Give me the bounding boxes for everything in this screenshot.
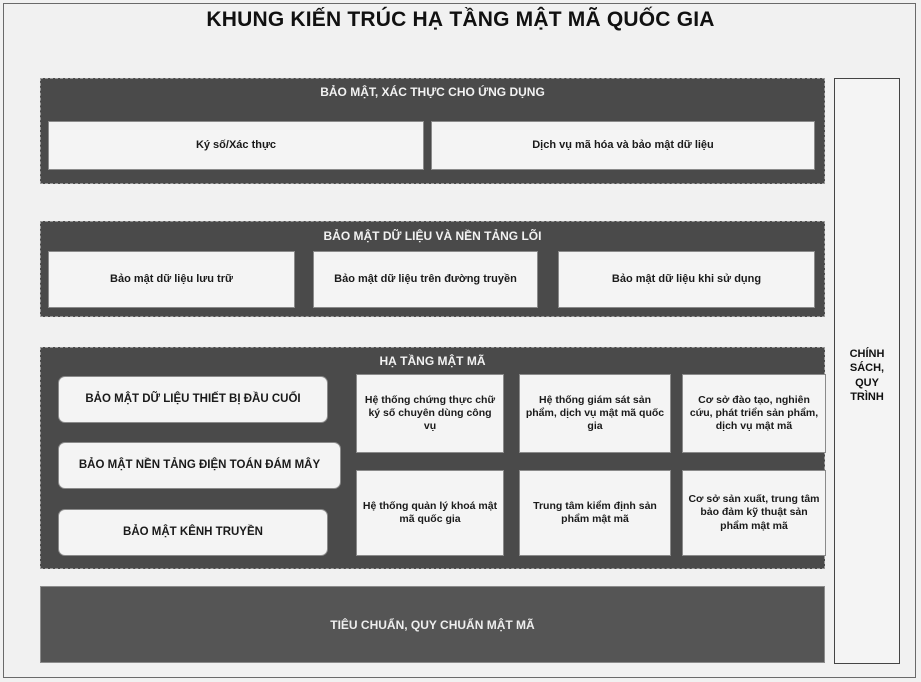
layer-app-security-title: BẢO MẬT, XÁC THỰC CHO ỨNG DỤNG [320, 85, 545, 99]
box-cert-authority: Hệ thống chứng thực chữ ký số chuyên dùng công vụ [356, 374, 504, 453]
box-testing-center: Trung tâm kiểm định sản phẩm mật mã [519, 470, 671, 556]
box-digital-signature: Ký số/Xác thực [48, 121, 424, 170]
box-cloud-security: BẢO MẬT NỀN TẢNG ĐIỆN TOÁN ĐÁM MÂY [58, 442, 341, 489]
layer-data-security [40, 221, 825, 317]
layer-standards: TIÊU CHUẨN, QUY CHUẨN MẬT MÃ [40, 586, 825, 663]
side-panel-label: CHÍNH SÁCH, QUY TRÌNH [849, 348, 885, 403]
box-monitoring-system: Hệ thống giám sát sản phẩm, dịch vụ mật mã quốc gia [519, 374, 671, 453]
box-key-management: Hệ thống quản lý khoá mật mã quốc gia [356, 470, 504, 556]
box-endpoint-security: BẢO MẬT DỮ LIỆU THIẾT BỊ ĐẦU CUỐI [58, 376, 328, 423]
layer-crypto-infra-title: HẠ TẦNG MẬT MÃ [379, 354, 486, 368]
box-production-facility: Cơ sở sản xuất, trung tâm bảo đảm kỹ thuật sản phẩm mật mã [682, 470, 826, 556]
side-panel-policy [834, 78, 900, 664]
diagram-title: KHUNG KIẾN TRÚC HẠ TẦNG MẬT MÃ QUỐC GIA [206, 8, 715, 31]
box-data-in-transit: Bảo mật dữ liệu trên đường truyền [313, 251, 538, 308]
layer-app-security [40, 78, 825, 184]
box-data-in-use: Bảo mật dữ liệu khi sử dụng [558, 251, 815, 308]
box-data-at-rest: Bảo mật dữ liệu lưu trữ [48, 251, 295, 308]
box-channel-security: BẢO MẬT KÊNH TRUYỀN [58, 509, 328, 556]
box-training-center: Cơ sở đào tạo, nghiên cứu, phát triển sản phẩm, dịch vụ mật mã [682, 374, 826, 453]
box-encryption-service: Dịch vụ mã hóa và bảo mật dữ liệu [431, 121, 815, 170]
layer-data-security-title: BẢO MẬT DỮ LIỆU VÀ NỀN TẢNG LÕI [323, 229, 542, 243]
layer-crypto-infra [40, 347, 825, 569]
